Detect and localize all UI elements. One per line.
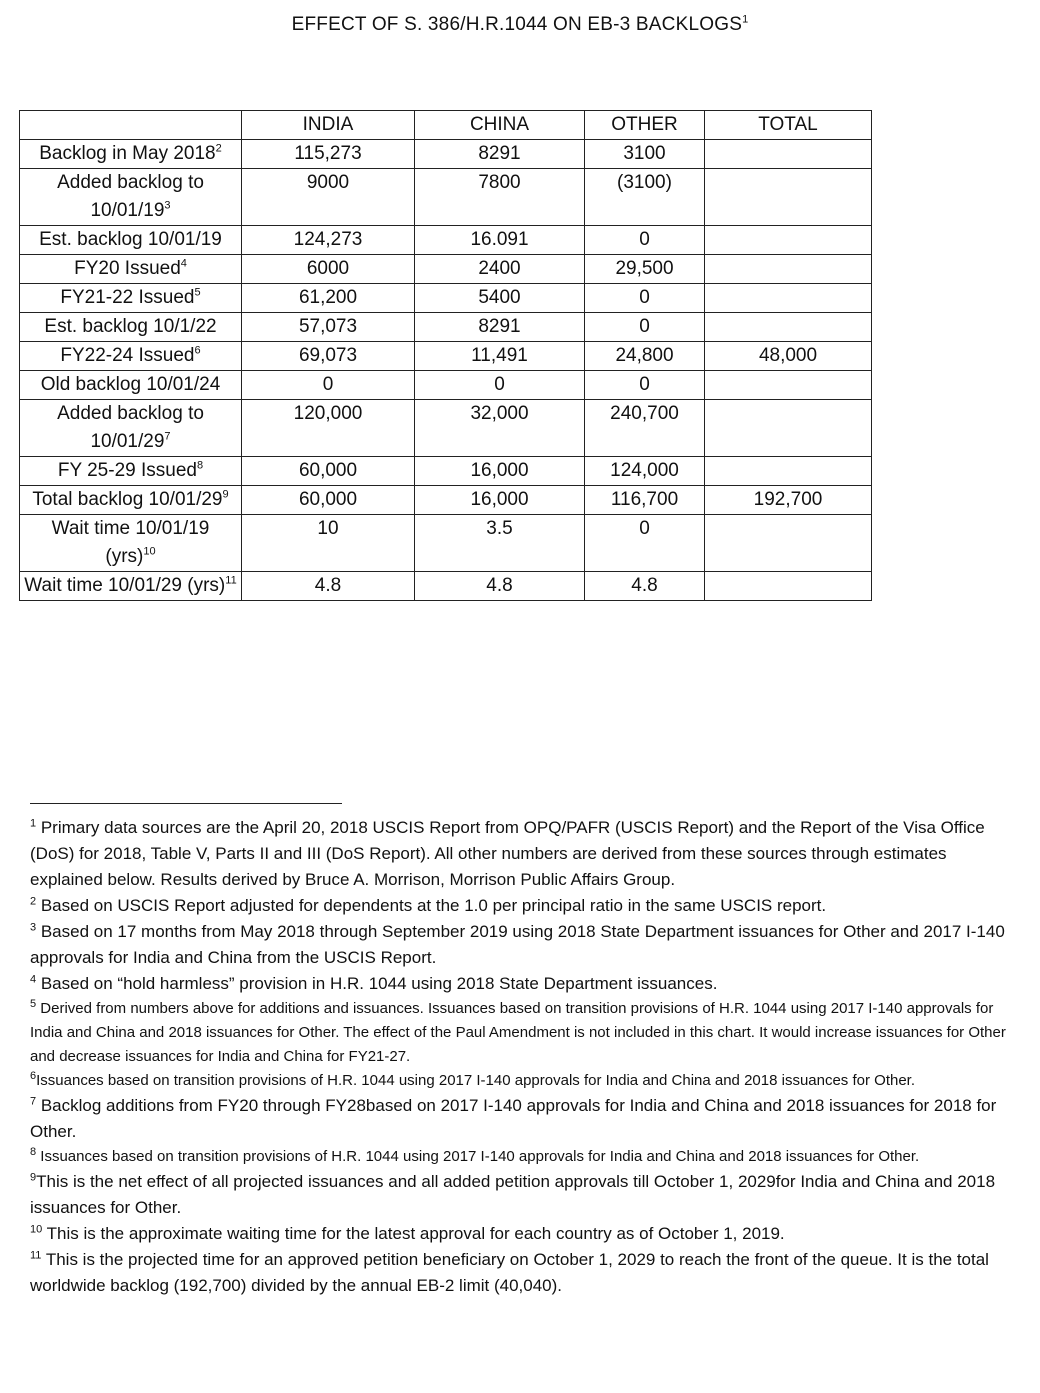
cell-china: 4.8 [415, 572, 585, 601]
row-label-cell [20, 371, 242, 400]
cell-total [705, 169, 872, 226]
footnote-ref: 10 [143, 545, 156, 558]
table-row [20, 169, 872, 226]
footnote-text: Based on 17 months from May 2018 through September 2019 using 2018 State Department issuances for Other and 2017 I-140 approvals for India and China from the USCIS Report. [30, 922, 1005, 967]
cell-other: 3100 [585, 140, 705, 169]
row-label-cell [20, 255, 242, 284]
footnote-number: 4 [30, 973, 37, 986]
cell-other: 0 [585, 371, 705, 400]
cell-china: 16,000 [415, 457, 585, 486]
footnote [30, 1093, 1020, 1145]
footnote-number: 5 [30, 998, 37, 1010]
cell-india: 69,073 [242, 342, 415, 371]
cell-other: 0 [585, 284, 705, 313]
table-row [20, 400, 872, 457]
row-label: Wait time 10/01/29 (yrs) [24, 575, 226, 596]
cell-india: 60,000 [242, 486, 415, 515]
row-label: Est. backlog 10/1/22 [44, 316, 217, 337]
footnote-text: This is the projected time for an approved petition beneficiary on October 1, 2029 to reach the front of the queue. It is the total worldwide backlog (192,700) divided by the annual EB-2 limit (40,040). [30, 1250, 989, 1295]
cell-china: 8291 [415, 140, 585, 169]
table-row [20, 515, 872, 572]
table-row [20, 255, 872, 284]
cell-other: 0 [585, 515, 705, 572]
cell-other: 116,700 [585, 486, 705, 515]
row-label: FY21-22 Issued [60, 287, 195, 308]
footnote-ref: 9 [222, 488, 229, 501]
cell-china: 2400 [415, 255, 585, 284]
row-label-cell [20, 342, 242, 371]
cell-total [705, 284, 872, 313]
row-label: Old backlog 10/01/24 [40, 374, 221, 395]
row-label: Wait time 10/01/19 (yrs) [51, 518, 210, 567]
row-label: Added backlog to 10/01/19 [57, 172, 204, 221]
table-row [20, 313, 872, 342]
row-label-cell [20, 226, 242, 255]
cell-china: 16,000 [415, 486, 585, 515]
table-row [20, 457, 872, 486]
footnote-ref: 2 [215, 142, 222, 155]
footnote-text: This is the net effect of all projected issuances and all added petition approvals till October 1, 2029for India and China and 2018 issuances for Other. [30, 1172, 996, 1217]
cell-other: 29,500 [585, 255, 705, 284]
cell-india: 60,000 [242, 457, 415, 486]
footnote-ref: 6 [194, 344, 201, 357]
cell-china: 5400 [415, 284, 585, 313]
row-label-cell [20, 284, 242, 313]
cell-total [705, 572, 872, 601]
footnote-text: Issuances based on transition provisions of H.R. 1044 using 2017 I-140 approvals for India and China and 2018 issuances for Other. [36, 1072, 916, 1089]
footnote-text: Primary data sources are the April 20, 2018 USCIS Report from OPQ/PAFR (USCIS Report) and the Report of the Visa Office (DoS) for 2018, Table V, Parts II and III (DoS Report). All other numbers are derived from these sources through estimates explained below. Results derived by Bruce A. Morrison, Morrison Public Affairs Group. [30, 818, 985, 889]
cell-china: 16.091 [415, 226, 585, 255]
row-label-cell [20, 169, 242, 226]
table-row [20, 371, 872, 400]
footnote-number: 8 [30, 1146, 37, 1158]
row-label-cell [20, 457, 242, 486]
footnote-text: This is the approximate waiting time for the latest approval for each country as of October 1, 2019. [42, 1224, 785, 1243]
footnote-number: 3 [30, 921, 37, 934]
footnote-number: 6 [30, 1070, 37, 1082]
cell-china: 7800 [415, 169, 585, 226]
cell-china: 11,491 [415, 342, 585, 371]
table-row [20, 226, 872, 255]
footnote [30, 971, 1020, 997]
footnote-ref: 5 [194, 286, 201, 299]
cell-india: 0 [242, 371, 415, 400]
table-row [20, 486, 872, 515]
footnote [30, 1069, 1020, 1093]
table-row [20, 284, 872, 313]
footnote [30, 997, 1020, 1069]
cell-total [705, 140, 872, 169]
header-label [20, 111, 242, 140]
table-row [20, 572, 872, 601]
cell-india: 10 [242, 515, 415, 572]
cell-total [705, 226, 872, 255]
cell-india: 61,200 [242, 284, 415, 313]
title-footnote-ref: 1 [742, 13, 749, 26]
cell-total [705, 457, 872, 486]
row-label-cell [20, 400, 242, 457]
row-label-cell [20, 572, 242, 601]
footnote-text: Issuances based on transition provisions of H.R. 1044 using 2017 I-140 approvals for India and China and 2018 issuances for Other. [36, 1148, 920, 1165]
header-total: TOTAL [705, 111, 872, 140]
footnote-number: 11 [30, 1249, 42, 1262]
cell-other: 24,800 [585, 342, 705, 371]
cell-other: 240,700 [585, 400, 705, 457]
footnote-text: Backlog additions from FY20 through FY28based on 2017 I-140 approvals for India and China and 2018 issuances for 2018 for Other. [30, 1096, 997, 1141]
footnote [30, 815, 1020, 893]
cell-india: 57,073 [242, 313, 415, 342]
footnote-number: 9 [30, 1171, 37, 1184]
header-india: INDIA [242, 111, 415, 140]
cell-india: 115,273 [242, 140, 415, 169]
cell-other: 0 [585, 226, 705, 255]
footnote-ref: 4 [180, 257, 187, 270]
cell-other: 0 [585, 313, 705, 342]
footnote [30, 919, 1020, 971]
row-label: FY22-24 Issued [60, 345, 195, 366]
header-china: CHINA [415, 111, 585, 140]
row-label-cell [20, 313, 242, 342]
row-label: Added backlog to 10/01/29 [57, 403, 204, 452]
row-label: Est. backlog 10/01/19 [39, 229, 222, 250]
row-label-cell [20, 515, 242, 572]
footnote [30, 1247, 1020, 1299]
cell-china: 0 [415, 371, 585, 400]
cell-total [705, 371, 872, 400]
footnote-text: Derived from numbers above for additions and issuances. Issuances based on transition provisions of H.R. 1044 using 2017 I-140 approvals for India and China and 2018 issuances for Other. The effect of the Paul Amendment is not included in this chart. It would increase issuances for Other and decrease issuances for India and China for FY21-27. [30, 1000, 1006, 1065]
cell-total [705, 515, 872, 572]
cell-other: (3100) [585, 169, 705, 226]
cell-india: 6000 [242, 255, 415, 284]
cell-total: 192,700 [705, 486, 872, 515]
footnote [30, 1221, 1020, 1247]
row-label-cell [20, 140, 242, 169]
footnote [30, 1169, 1020, 1221]
footnotes [30, 815, 1020, 1299]
cell-total [705, 255, 872, 284]
cell-china: 32,000 [415, 400, 585, 457]
cell-other: 4.8 [585, 572, 705, 601]
cell-total [705, 313, 872, 342]
page-title: EFFECT OF S. 386/H.R.1044 ON EB-3 BACKLOGS$^1$ [291, 13, 749, 35]
footnote-number: 10 [30, 1223, 43, 1236]
row-label: Backlog in May 2018 [39, 143, 216, 164]
row-label-cell [20, 486, 242, 515]
footnote-text: Based on USCIS Report adjusted for dependents at the 1.0 per principal ratio in the same USCIS report. [36, 896, 827, 915]
footnote-number: 7 [30, 1095, 37, 1108]
header-row [20, 111, 872, 140]
cell-total: 48,000 [705, 342, 872, 371]
footnote [30, 893, 1020, 919]
row-label: FY20 Issued [74, 258, 181, 279]
footnote-text: Based on “hold harmless” provision in H.R. 1044 using 2018 State Department issuances. [36, 974, 718, 993]
cell-china: 3.5 [415, 515, 585, 572]
table-row [20, 342, 872, 371]
cell-india: 4.8 [242, 572, 415, 601]
footnote-ref: 3 [164, 199, 171, 212]
footnote-ref: 7 [164, 430, 171, 443]
cell-other: 124,000 [585, 457, 705, 486]
backlog-table [19, 110, 872, 601]
header-other: OTHER [585, 111, 705, 140]
footnote-number: 1 [30, 817, 37, 830]
cell-india: 9000 [242, 169, 415, 226]
row-label: FY 25-29 Issued [57, 460, 197, 481]
cell-total [705, 400, 872, 457]
footnote [30, 1145, 1020, 1169]
table-row [20, 140, 872, 169]
footnote-ref: 8 [196, 459, 204, 472]
cell-india: 120,000 [242, 400, 415, 457]
footnote-number: 2 [30, 895, 37, 908]
footnote-separator [30, 803, 342, 804]
row-label: Total backlog 10/01/29 [32, 489, 223, 510]
cell-india: 124,273 [242, 226, 415, 255]
footnote-ref: 11 [225, 574, 237, 587]
cell-china: 8291 [415, 313, 585, 342]
